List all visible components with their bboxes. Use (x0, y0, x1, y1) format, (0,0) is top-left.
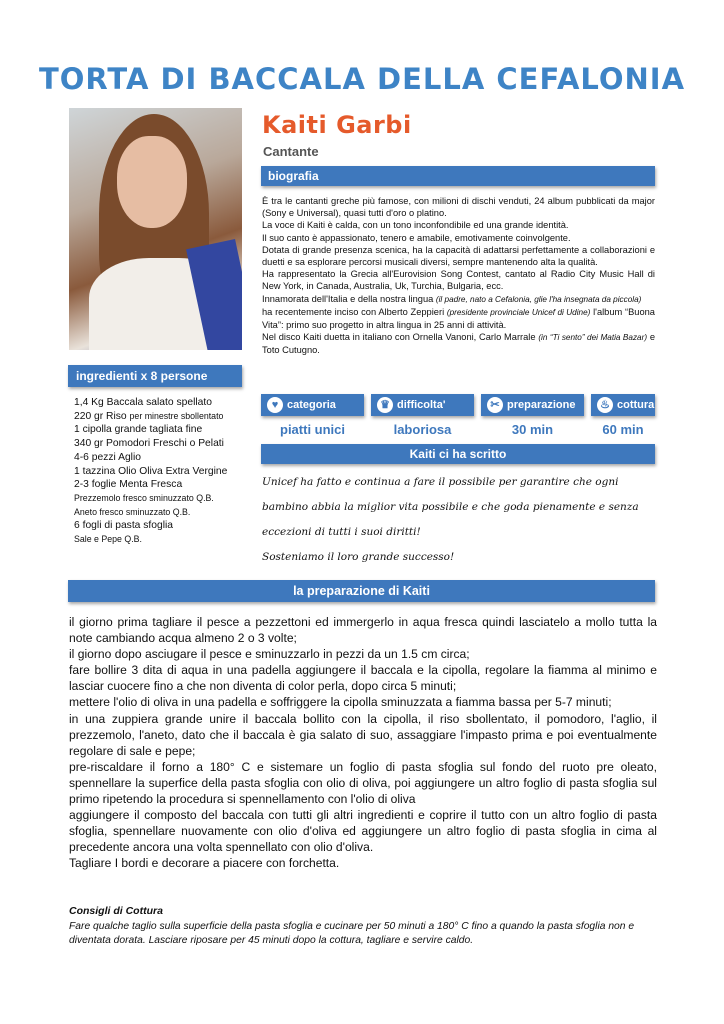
ingredient-item: 340 gr Pomodori Freschi o Pelati (74, 438, 224, 450)
message-line: Unicef ha fatto e continua a fare il possibile per garantire che ogni bambino abbia la miglior vita possibile e che goda pienamente e senza eccezioni di tutti i suoi diritti! (262, 476, 639, 538)
wrote-heading: Kaiti ci ha scritto (261, 444, 655, 464)
handwritten-message (262, 470, 657, 570)
message-line: Sosteniamo il loro grande successo! (262, 551, 455, 563)
preparation-step: fare bollire 3 dita di aqua in una padella aggiungere il baccala e la cipolla, regolare la fiamma al minimo e lasciar cuocere fino a che non diventa di color perla, dopo circa 5 minuti; (69, 663, 657, 694)
bio-line: Ha rappresentato la Grecia all'Eurovision Song Contest, cantato al Radio City Music Hall di New York, in Canada, Australia, Uk, Turchia, Bulgaria, ecc. (262, 269, 655, 292)
category-value-0: piatti unici (280, 422, 345, 437)
ingredient-item: 1,4 Kg Baccala salato spellato (74, 397, 212, 408)
preparation-step: Tagliare I bordi e decorare a piacere con forchetta. (69, 856, 340, 871)
preparation-step: in una zuppiera grande unire il baccala bollito con la cipolla, il riso sbollentato, il pomodoro, l'aglio, il prezzemolo, l'aneto, dato che il baccala è gia salato di suo, assaggiare l'impasto prima e poi eventualmente regolare di sale e pepe; (69, 711, 657, 758)
pot-icon: ♨ (597, 397, 613, 413)
category-label-0: ♥ categoria (261, 394, 364, 416)
person-role: Cantante (263, 144, 319, 159)
ingredient-item: 4-6 pezzi Aglio (74, 451, 141, 463)
bio-line: ha recentemente inciso con Alberto Zeppieri (presidente provinciale Unicef di Udine) l'album “Buona Vita”: primo suo progetto in altra lingua in 25 anni di attività. (262, 306, 655, 331)
ingredient-item: Prezzemolo fresco sminuzzato Q.B. (74, 492, 214, 503)
ingredients-heading: ingredienti x 8 persone (68, 365, 242, 387)
bio-line: Innamorata dell'Italia e della nostra lingua (il padre, nato a Cefalonia, glie l'ha insegnata da piccola) (262, 293, 642, 304)
bio-text (262, 195, 655, 357)
category-value-2: 30 min (511, 422, 554, 437)
bio-line: La voce di Kaiti è calda, con un tono inconfondibile ed una grande identità. (262, 220, 569, 231)
portrait-photo (69, 108, 242, 350)
category-value-1: laboriosa (393, 422, 452, 437)
category-label-1: ♛ difficolta' (371, 394, 474, 416)
bio-line: Dotata di grande presenza scenica, ha la capacità di adattarsi perfettamente a collaborazioni e duetti e sa esplorare percorsi musicali diversi, sempre mantenendo alta la qualità. (262, 244, 655, 268)
preparation-step: mettere l'olio di oliva in una padella e soffriggere la cipolla sminuzzata a fiamma bassa per 5-7 minuti; (69, 695, 612, 710)
ingredient-item: 6 fogli di pasta sfoglia (74, 520, 174, 532)
category-label-3: ♨ cottura (591, 394, 655, 416)
bio-heading: biografia (261, 166, 655, 186)
ingredient-item: 220 gr Riso per minestre sbollentato (74, 410, 224, 422)
scissors-icon: ✂ (487, 397, 503, 413)
ingredient-item: Sale e Pepe Q.B. (74, 534, 142, 545)
preparation-steps (69, 614, 657, 872)
tips-heading: Consigli di Cottura (69, 905, 163, 917)
page-title: TORTA DI BACCALA DELLA CEFALONIA (38, 62, 686, 96)
tips-text: Fare qualche taglio sulla superficie della pasta sfoglia e cucinare per 50 minuti a 180° C fino a quando la pasta sfoglia non e diventata dorata. Lasciare riposare per 45 minuti dopo la cottura, tagliare e servire caldo. (69, 921, 635, 947)
bio-line: Nel disco Kaiti duetta in italiano con Ornella Vanoni, Carlo Marrale (in “Ti sento” dei Matia Bazar) e Toto Cutugno. (262, 332, 655, 356)
preparation-heading: la preparazione di Kaiti (68, 580, 655, 602)
ingredients-list (74, 396, 249, 547)
ingredient-item: 2-3 foglie Menta Fresca (74, 479, 183, 491)
ingredient-item: Aneto fresco sminuzzato Q.B. (74, 506, 191, 517)
bio-line: È tra le cantanti greche più famose, con milioni di dischi venduti, 24 album pubblicati da major (Sony e Universal), quasi tutti d'oro o platino. (262, 196, 655, 219)
bio-line: Il suo canto è appassionato, tenero e amabile, emotivamente coinvolgente. (262, 232, 571, 243)
preparation-step: pre-riscaldare il forno a 180° C e sistemare un foglio di pasta sfoglia sul fondo del ruoto pre oleato, spennellare la superfice della pasta sfoglia con olio di oliva, poi aggiungere un altro foglio di pasta sfoglia sul primo ripetendo la procedura si spennellamento con l'olio di oliva (69, 759, 657, 807)
ingredient-item: 1 tazzina Olio Oliva Extra Vergine (74, 465, 228, 477)
heart-icon: ♥ (267, 397, 283, 413)
recipe-info (261, 394, 655, 438)
chef-hat-icon: ♛ (377, 397, 393, 413)
ingredient-item: 1 cipolla grande tagliata fine (74, 424, 203, 436)
preparation-step: aggiungere il composto del baccala con tutti gli altri ingredienti e coprire il tutto con un altro foglio di pasta sfoglia, spennellare nuovamente con olio d'oliva ed aggiungere un altro foglio di pasta sfoglia in cima al precedente ancora una volta spennellato con olio d'oliva. (69, 808, 657, 855)
preparation-step: il giorno dopo asciugare il pesce e sminuzzarlo in pezzi da un 1.5 cm circa; (69, 647, 470, 662)
preparation-step: il giorno prima tagliare il pesce a pezzettoni ed immergerlo in aqua fresca quindi lasciatelo a mollo tutta la note cambiando acqua almeno 2 o 3 volte; (69, 615, 657, 646)
category-value-3: 60 min (602, 422, 644, 437)
category-label-2: ✂ preparazione (481, 394, 584, 416)
person-name: Kaiti Garbi (262, 111, 412, 139)
